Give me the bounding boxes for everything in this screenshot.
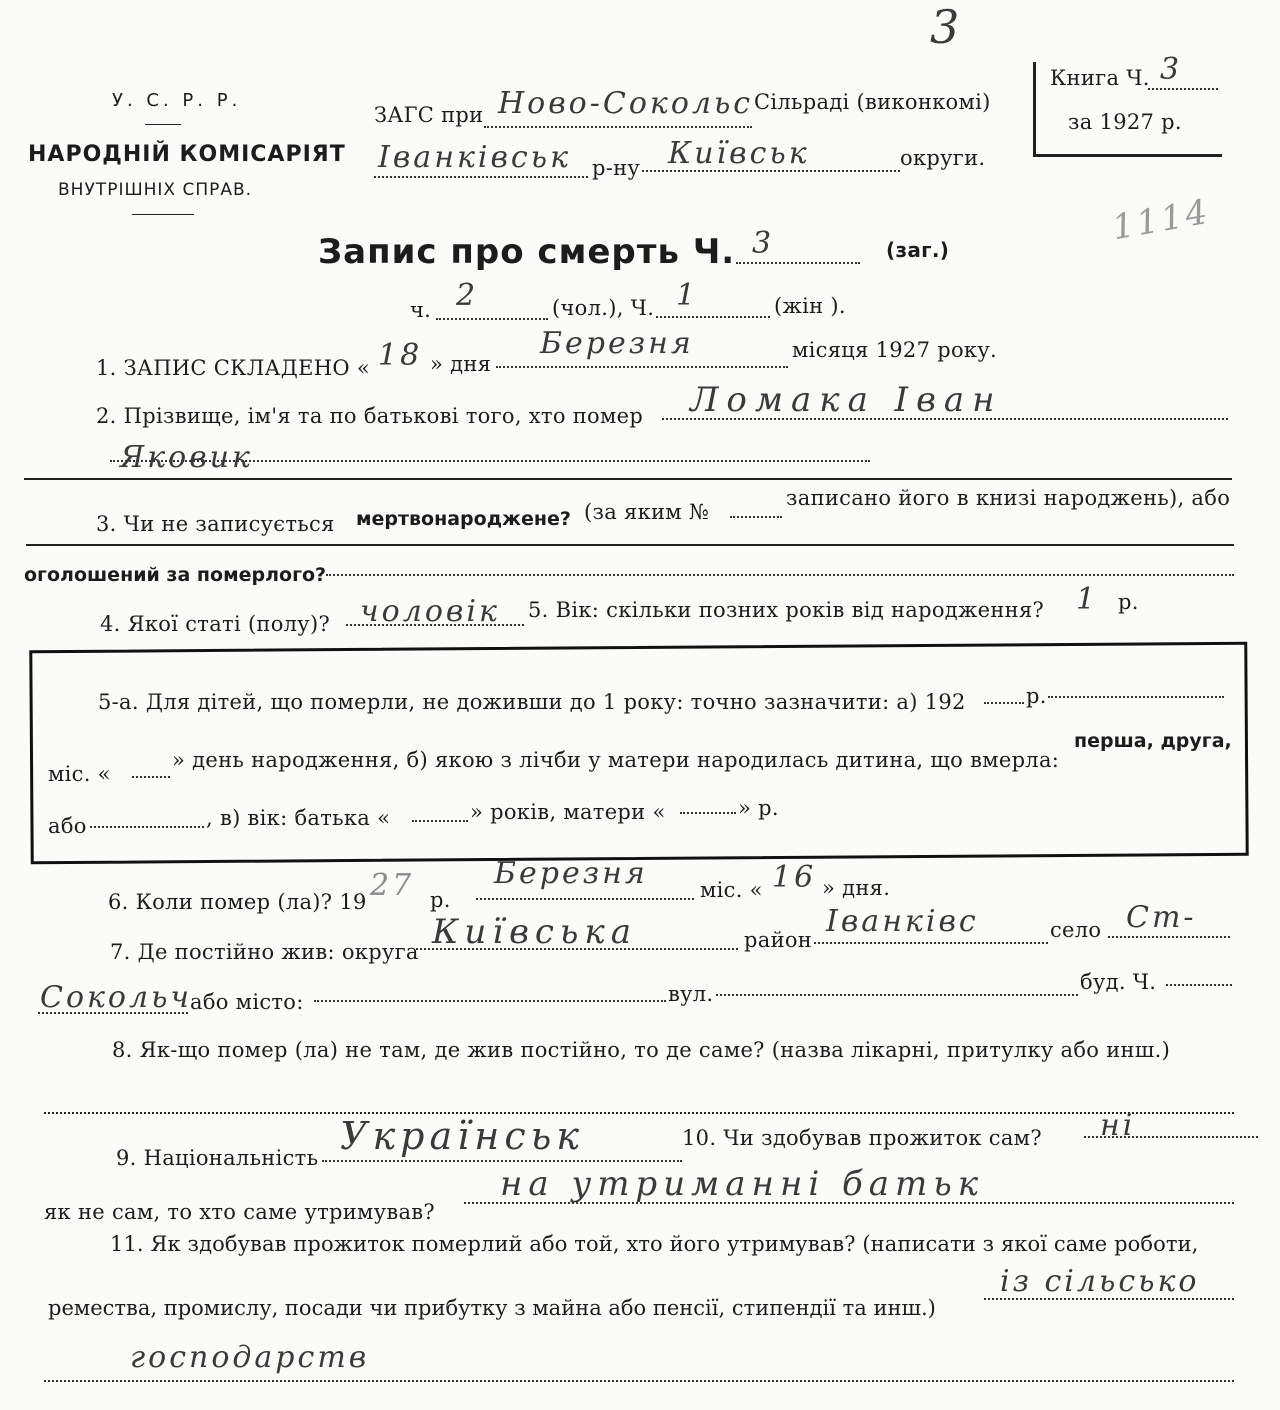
- q7-rayon-line: [814, 942, 1048, 944]
- q7-label: 7. Де постійно жив: округа: [110, 940, 419, 964]
- q6-label: 6. Коли помер (ла)? 19: [108, 890, 367, 914]
- corner-mark: 3: [930, 0, 963, 54]
- male-count-line: [436, 318, 548, 320]
- q10-supporter-label: як не сам, то хто саме утримував?: [44, 1200, 435, 1224]
- q2-name: Ломака Іван: [690, 380, 1003, 420]
- record-number-line: [736, 262, 860, 264]
- q6-month-line: [476, 898, 694, 900]
- q3-stillborn: мертвонароджене?: [356, 508, 571, 530]
- record-title: Запис про смерть Ч.: [318, 232, 736, 272]
- q5a-line2-b: » день народження, б) якою з лічби у матери народилась дитина, що вмерла:: [172, 748, 1060, 772]
- zags-district-value: Іванківськ: [378, 140, 571, 175]
- q7-misto-label: або місто:: [190, 990, 304, 1014]
- q1-day-label: » дня: [430, 352, 492, 376]
- q4-label: 4. Якої статі (полу)?: [100, 612, 331, 636]
- q1-tail: місяця 1927 року.: [792, 338, 997, 362]
- q11-occupation-2: господарств: [130, 1340, 370, 1375]
- q10-line: [1084, 1136, 1258, 1138]
- header-divider: [145, 124, 181, 125]
- commissariat-title: НАРОДНІЙ КОМІСАРІЯТ: [28, 142, 346, 167]
- q6-mis: міс. «: [700, 878, 763, 902]
- q7-bud-label: буд. Ч.: [1080, 970, 1157, 994]
- female-label: (жін ).: [774, 294, 846, 318]
- zags-council-label: Сільраді (виконкомі): [754, 90, 991, 114]
- q5a-line3-c: » років, матери «: [470, 800, 666, 824]
- q8-rule: [44, 1112, 1234, 1114]
- q5a-line1-end: р.: [1026, 684, 1047, 708]
- q7-vul-label: вул.: [668, 982, 714, 1006]
- q11-occupation: із сільсько: [1000, 1264, 1200, 1299]
- q10-label: 10. Чи здобував прожиток сам?: [682, 1126, 1042, 1150]
- male-prefix: ч.: [410, 298, 432, 322]
- record-number: 3: [752, 226, 775, 261]
- q9-nat-line: [322, 1160, 682, 1162]
- q5-label: 5. Вік: скільки позних років від народження?: [528, 598, 1045, 622]
- female-count-line: [656, 316, 770, 318]
- book-year: за 1927 р.: [1068, 110, 1182, 134]
- q8-label: 8. Як-що помер (ла) не там, де жив постійно, то де саме? (назва лікарні, притулку або инш.): [112, 1038, 1171, 1062]
- q5a-other-line: [90, 826, 204, 828]
- q7-okruha: Київська: [432, 912, 638, 952]
- q7-selo-line: [1108, 936, 1230, 938]
- q9-label: 9. Національність: [116, 1146, 319, 1170]
- q5a-line1: 5-а. Для дітей, що померли, не доживши до 1 року: точно зазначити: а) 192: [98, 690, 966, 714]
- q7-selo-2: Сокольч: [40, 980, 193, 1015]
- q11-line1: 11. Як здобував прожиток померлий або той, хто його утримував? (написати з якої саме роботи,: [110, 1232, 1199, 1256]
- q5a-line2-a: міс. «: [48, 762, 111, 786]
- q5a-mother-age-line: [680, 812, 736, 814]
- q7-misto-line: [314, 1000, 666, 1002]
- zags-label: ЗАГС при: [374, 103, 484, 127]
- q1-label: 1. ЗАПИС СКЛАДЕНО «: [96, 356, 370, 380]
- q9-nationality: Українськ: [340, 1114, 584, 1158]
- q3-label-a: 3. Чи не записується: [96, 512, 335, 536]
- q3-rule: [26, 544, 1234, 546]
- q10-answer: ні: [1100, 1108, 1136, 1143]
- book-number: 3: [1160, 52, 1183, 87]
- zags-district-label: р-ну: [592, 156, 641, 180]
- q1-day: 18: [378, 338, 423, 373]
- q1-month-line: [496, 366, 788, 368]
- margin-note: 1114: [1109, 191, 1214, 249]
- q4-sex: чоловік: [360, 594, 500, 629]
- q11-line2: ремества, промислу, посади чи прибутку з майна або пенсії, стипендії та инш.): [48, 1296, 936, 1320]
- q10-supporter: на утриманні батьк: [500, 1164, 985, 1204]
- q2-label: 2. Прізвище, ім'я та по батькові того, хто помер: [96, 404, 644, 428]
- q5a-month-line: [132, 776, 170, 778]
- q5a-line3-b: , в) вік: батька «: [206, 806, 391, 830]
- q3-declared-line: [326, 574, 1234, 576]
- book-number-line: [1148, 88, 1218, 90]
- q6-day-label: » дня.: [822, 876, 891, 900]
- q7-rayon-label: район: [744, 928, 813, 952]
- q5-age-unit: р.: [1118, 590, 1139, 614]
- q5a-year-line: [984, 702, 1024, 704]
- q5a-line1-tail: [1048, 696, 1224, 698]
- header-underline: [132, 214, 194, 215]
- q3-declared-dead: оголошений за померлого?: [24, 564, 327, 586]
- zags-village-value: Ново-Сокольс: [498, 86, 754, 121]
- q6-r: р.: [430, 888, 451, 912]
- q5a-father-age-line: [412, 820, 468, 822]
- male-label: (чол.), Ч.: [552, 296, 655, 320]
- q5a-line3-d: » р.: [738, 796, 779, 820]
- department-title: ВНУТРІШНІХ СПРАВ.: [58, 180, 253, 200]
- q7-selo: Ст-: [1126, 900, 1197, 935]
- record-suffix: (заг.): [886, 238, 950, 262]
- q3-label-c: записано його в книзі народжень), або: [786, 486, 1231, 510]
- q1-month: Березня: [540, 326, 694, 361]
- book-label: Книга Ч.: [1050, 66, 1150, 90]
- state-header: У. С. Р. Р.: [112, 90, 242, 111]
- female-count: 1: [676, 278, 699, 313]
- q7-rayon: Іванківс: [826, 904, 979, 939]
- q5a-line3-a: або: [48, 814, 87, 838]
- q5a-birth-order: перша, друга,: [1074, 730, 1232, 752]
- zags-okruha-value: Київськ: [668, 136, 810, 171]
- q11-line3: [44, 1380, 1234, 1382]
- q7-selo-label: село: [1050, 918, 1102, 942]
- q5-age: 1: [1076, 582, 1099, 617]
- q6-year: 27: [370, 868, 415, 903]
- q7-bud-line: [1166, 984, 1232, 986]
- male-count: 2: [456, 278, 479, 313]
- zags-okruha-label: округи.: [900, 146, 986, 170]
- q6-month: Березня: [494, 856, 648, 891]
- q7-vul-line: [716, 994, 1078, 996]
- q3-number-line: [730, 516, 782, 518]
- zags-village-line: [484, 126, 752, 128]
- zags-district-line: [374, 176, 588, 178]
- q2-rule: [24, 478, 1232, 480]
- q3-label-b: (за яким №: [584, 500, 710, 524]
- q6-day: 16: [772, 860, 817, 895]
- q2-patronymic: Яковик: [120, 440, 253, 475]
